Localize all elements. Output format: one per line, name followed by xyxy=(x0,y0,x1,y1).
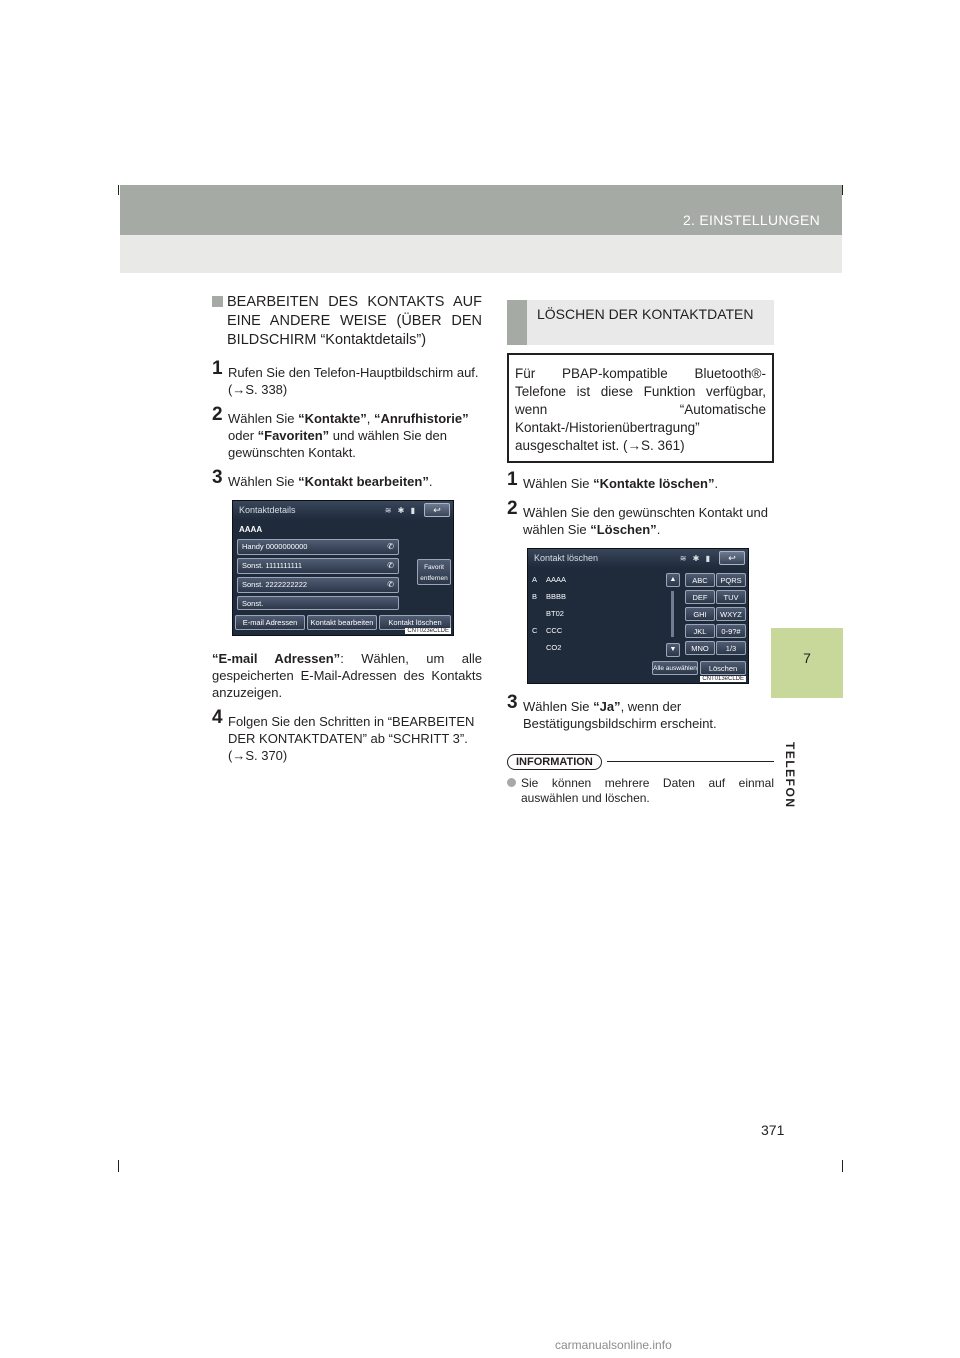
step-1: 1 Rufen Sie den Telefon-Hauptbildschirm auf. (→S. 338) xyxy=(212,358,479,397)
scrollbar[interactable] xyxy=(671,591,674,637)
index-letter: A xyxy=(532,575,538,584)
step-2: 2 Wählen Sie “Kontakte”, “Anrufhistorie” oder “Favoriten” und wählen Sie den gewünschten Kontakt. xyxy=(212,404,469,460)
contact-details-screenshot xyxy=(232,500,454,636)
step-3: 3 Wählen Sie “Ja”, wenn der Bestätigungsbildschirm erscheint. xyxy=(507,692,717,731)
screen-title-bar xyxy=(233,501,453,520)
figure-code: CNT023eCLDE xyxy=(407,628,449,634)
page-number: 371 xyxy=(761,1122,785,1138)
contact-row-sonst-1[interactable]: Sonst. 1111111111 ✆ xyxy=(237,558,399,574)
information-rule xyxy=(607,761,774,762)
contact-name: CCC xyxy=(546,626,563,635)
key-jkl[interactable]: JKL xyxy=(685,624,715,638)
tab-delete-contact[interactable]: Kontakt löschen xyxy=(379,615,451,630)
scroll-up-button[interactable]: ▲ xyxy=(666,573,680,587)
contact-name: BBBB xyxy=(546,592,567,601)
header-subband xyxy=(120,235,842,273)
index-letter: B xyxy=(532,592,538,601)
tab-email-addresses[interactable]: E-mail Adressen xyxy=(235,615,305,630)
key-ghi[interactable]: GHI xyxy=(685,607,715,621)
watermark: carmanualsonline.info xyxy=(555,1338,672,1352)
phone-icon: ✆ xyxy=(387,580,394,589)
list-item[interactable] xyxy=(532,588,662,605)
step-4: 4 Folgen Sie den Schritten in “BEARBEITEN DER KONTAKTDATEN” ab “SCHRITT 3”. (→S. 370) xyxy=(212,707,475,763)
information-label: INFORMATION xyxy=(507,754,602,770)
crop-mark xyxy=(118,1160,119,1172)
subsection-heading: BEARBEITEN DES KONTAKTS AUF EINE ANDERE WEISE (ÜBER DEN BILDSCHIRM “Kontaktdetails”) xyxy=(212,293,482,350)
key-pqrs[interactable]: PQRS xyxy=(716,573,746,587)
contact-name: CO2 xyxy=(546,643,562,652)
crop-mark xyxy=(842,1160,843,1172)
step-3: 3 Wählen Sie “Kontakt bearbeiten”. xyxy=(212,467,433,489)
intro-box: Für PBAP-kompatible Bluetooth®-Telefone ist diese Funktion verfügbar, wenn “Automatische Kontakt-/Historienübertragung” ausgeschaltet ist. (→S. 361) xyxy=(507,353,774,463)
crop-mark xyxy=(118,185,119,195)
key-digits[interactable]: 0-9?# xyxy=(716,624,746,638)
right-column xyxy=(507,300,774,806)
left-column xyxy=(212,293,482,764)
list-item[interactable] xyxy=(532,605,662,622)
status-icons: ≋ ✱ ▮ xyxy=(384,506,417,515)
list-item[interactable] xyxy=(532,571,662,588)
tab-edit-contact[interactable]: Kontakt bearbeiten xyxy=(307,615,377,630)
phone-icon: ✆ xyxy=(387,542,394,551)
page-indicator-button[interactable]: 1/3 xyxy=(716,641,746,655)
list-item[interactable] xyxy=(532,622,662,639)
key-abc[interactable]: ABC xyxy=(685,573,715,587)
crop-mark xyxy=(842,185,843,195)
page-header xyxy=(120,185,842,235)
status-icons: ≋ ✱ ▮ xyxy=(679,554,712,563)
chapter-tab xyxy=(771,628,843,698)
key-tuv[interactable]: TUV xyxy=(716,590,746,604)
contact-name: BT02 xyxy=(546,609,564,618)
phone-icon: ✆ xyxy=(387,561,394,570)
step-2: 2 Wählen Sie den gewünschten Kontakt und wählen Sie “Löschen”. xyxy=(507,498,769,537)
section-heading-box xyxy=(507,300,774,345)
section-heading: LÖSCHEN DER KONTAKTDATEN xyxy=(537,306,754,322)
step-1: 1 Wählen Sie “Kontakte löschen”. xyxy=(507,469,719,491)
delete-contacts-screenshot xyxy=(527,548,749,684)
contact-row-handy[interactable]: Handy 0000000000 ✆ xyxy=(237,539,399,555)
key-def[interactable]: DEF xyxy=(685,590,715,604)
screen-title: Kontakt löschen xyxy=(534,553,599,563)
contact-list xyxy=(528,571,663,659)
bullet-dot-icon xyxy=(507,778,516,787)
screen-title-bar xyxy=(528,549,748,568)
scroll-down-button[interactable]: ▼ xyxy=(666,643,680,657)
favorite-remove-button[interactable]: Favorit entfernen xyxy=(417,559,451,585)
back-button[interactable]: ↩ xyxy=(719,551,745,565)
delete-button[interactable]: Löschen xyxy=(700,661,746,675)
contact-row-sonst-3[interactable]: Sonst. xyxy=(237,596,399,610)
chapter-number: 7 xyxy=(803,650,811,666)
select-all-button[interactable]: Alle auswählen xyxy=(652,661,698,675)
back-button[interactable]: ↩ xyxy=(424,503,450,517)
email-explanation: “E-mail Adressen”: Wählen, um alle gespeicherten E-Mail-Adressen des Kontakts anzuzeigen. xyxy=(212,651,482,700)
contact-row-sonst-2[interactable]: Sonst. 2222222222 ✆ xyxy=(237,577,399,593)
list-item[interactable] xyxy=(532,639,662,656)
chapter-label: TELEFON xyxy=(783,742,797,809)
key-mno[interactable]: MNO xyxy=(685,641,715,655)
figure-code: CNT013eCLDE xyxy=(702,676,744,682)
contact-name: AAAA xyxy=(239,525,263,534)
section-title: 2. EINSTELLUNGEN xyxy=(682,212,820,228)
heading-bar xyxy=(507,300,527,345)
square-bullet-icon xyxy=(212,296,223,307)
information-bullet: Sie können mehrere Daten auf einmal auswählen und löschen. xyxy=(507,776,774,806)
key-wxyz[interactable]: WXYZ xyxy=(716,607,746,621)
contact-name: AAAA xyxy=(546,575,567,584)
index-letter: C xyxy=(532,626,538,635)
screen-title: Kontaktdetails xyxy=(239,505,296,515)
